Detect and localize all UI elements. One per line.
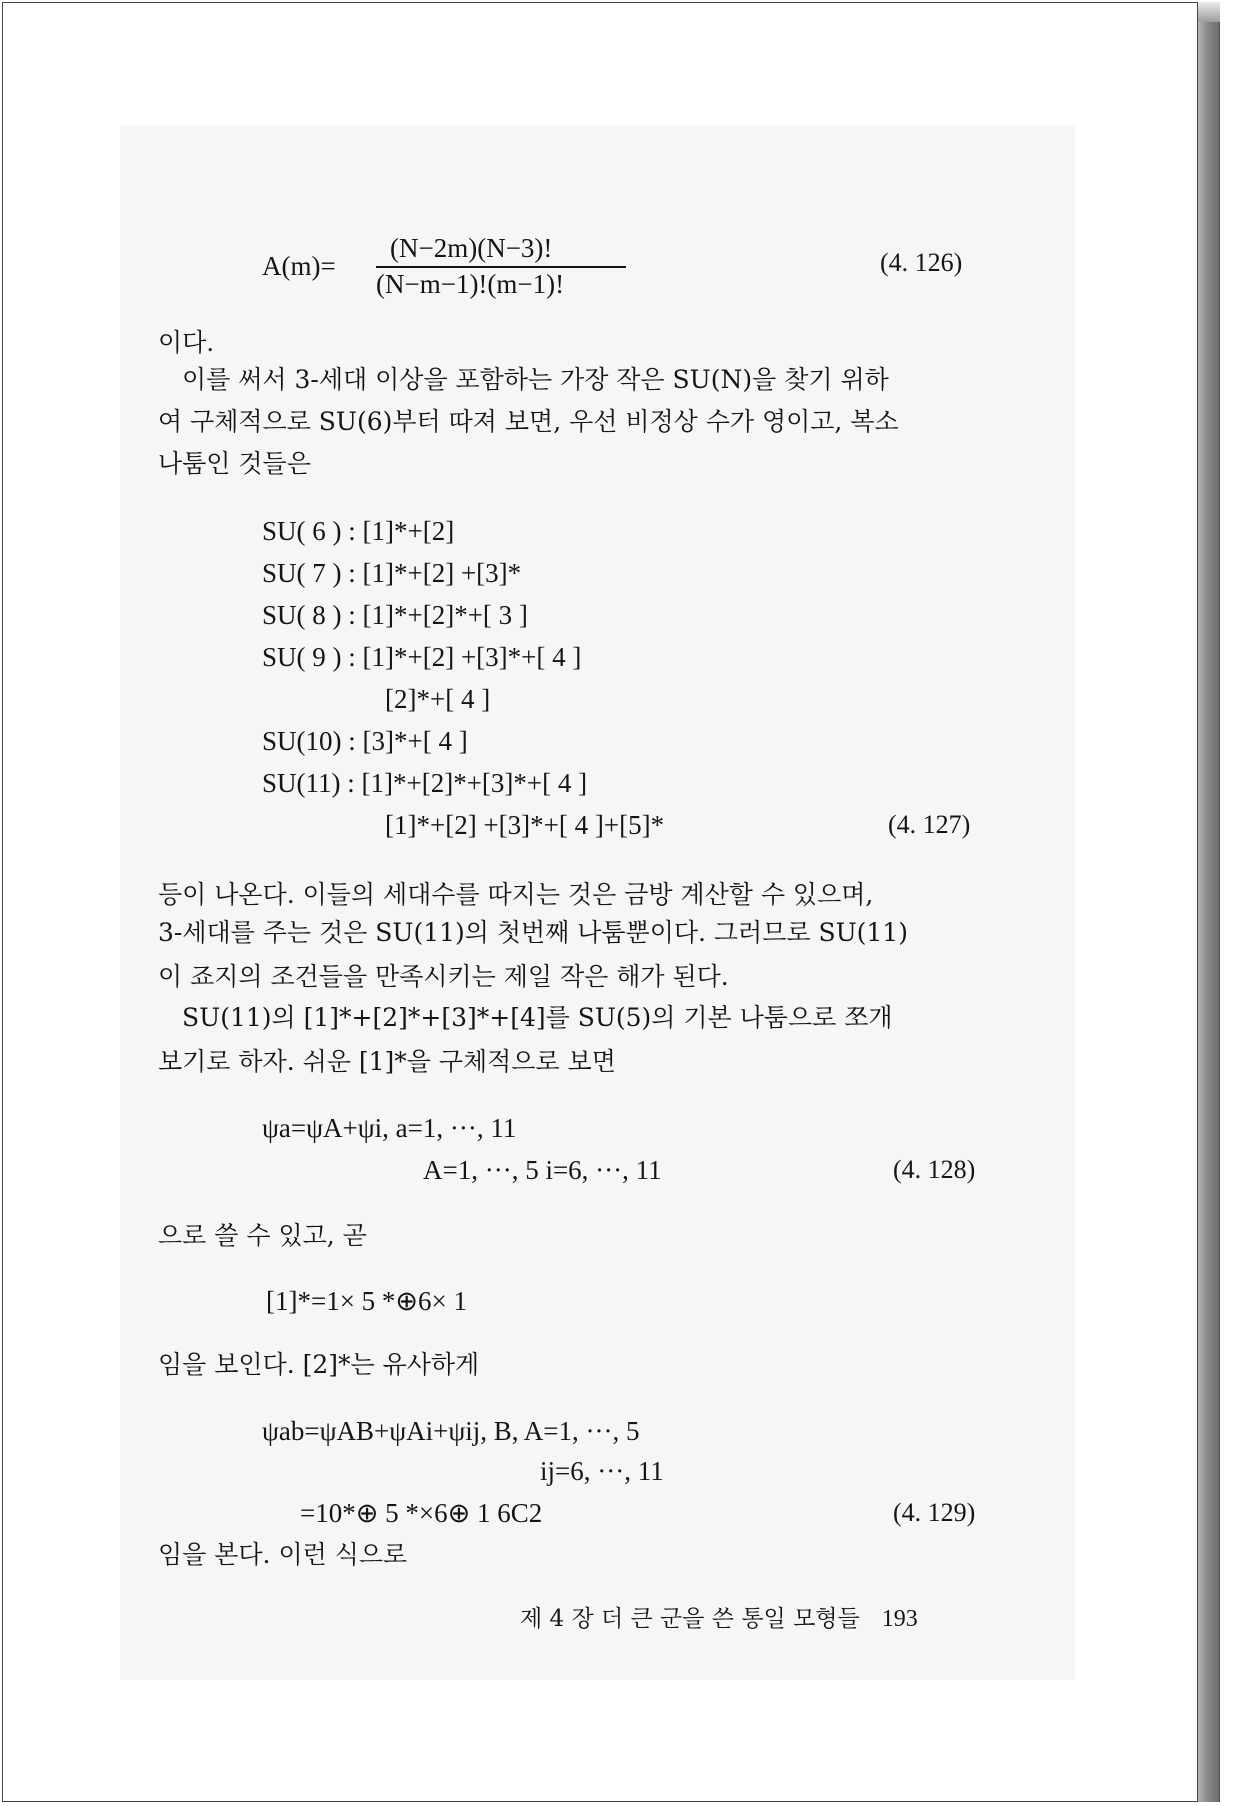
equation-row: SU( 7 ) : [1]*+[2] +[3]* [262,558,522,588]
paragraph-line: 임을 보인다. [2]*는 유사하게 [158,1350,480,1379]
fraction-numerator: (N−2m)(N−3)! [390,233,553,263]
chapter-title: 제 4 장 더 큰 군을 쓴 통일 모형들 [520,1606,860,1632]
paragraph-line: 이 죠지의 조건들을 만족시키는 제일 작은 해가 된다. [158,962,729,991]
paragraph-line: 보기로 하자. 쉬운 [1]*을 구체적으로 보면 [158,1047,616,1076]
equation-row: [2]*+[ 4 ] [385,684,491,714]
equation-line: ij=6, ···, 11 [540,1456,664,1486]
paragraph-line: 이를 써서 3-세대 이상을 포함하는 가장 작은 SU(N)을 찾기 위하 [182,365,889,394]
equation-line: [1]*=1× 5 *⊕6× 1 [266,1286,468,1316]
fraction-denominator: (N−m−1)!(m−1)! [376,269,565,299]
page-number: 193 [881,1606,918,1632]
paragraph-line: 등이 나온다. 이들의 세대수를 따지는 것은 금방 계산할 수 있으며, [158,880,874,909]
equation-number-4-129: (4. 129) [893,1498,976,1527]
equation-row: SU( 6 ) : [1]*+[2] [262,516,455,546]
page-edge-highlight [1198,2,1220,22]
equation-line: ψa=ψA+ψi, a=1, ···, 11 [262,1113,517,1143]
paragraph-line: 이다. [158,328,215,357]
paragraph-line: 여 구체적으로 SU(6)부터 따져 보면, 우선 비정상 수가 영이고, 복소 [158,407,899,436]
paragraph-line: 으로 쓸 수 있고, 곧 [158,1221,367,1250]
equation-row: SU(11) : [1]*+[2]*+[3]*+[ 4 ] [262,768,588,798]
equation-row: SU( 9 ) : [1]*+[2] +[3]*+[ 4 ] [262,642,582,672]
page-footer [520,1600,918,1633]
equation-number-4-127: (4. 127) [888,810,971,839]
equation-number-4-128: (4. 128) [893,1155,976,1184]
paragraph-line: 임을 본다. 이런 식으로 [158,1540,408,1569]
page-edge-shadow [1198,2,1220,1802]
equation-line: A=1, ···, 5 i=6, ···, 11 [423,1155,662,1185]
fraction-bar [376,266,626,268]
paragraph-line: 3-세대를 주는 것은 SU(11)의 첫번째 나툼뿐이다. 그러므로 SU(11) [158,918,908,947]
equation-lhs: A(m)= [262,251,336,281]
equation-line: ψab=ψAB+ψAi+ψij, B, A=1, ···, 5 [262,1416,640,1446]
equation-row: [1]*+[2] +[3]*+[ 4 ]+[5]* [385,810,665,840]
paragraph-line: 나툼인 것들은 [158,449,311,478]
equation-row: SU( 8 ) : [1]*+[2]*+[ 3 ] [262,600,528,630]
equation-line: =10*⊕ 5 *×6⊕ 1 6C2 [300,1498,543,1528]
equation-number-4-126: (4. 126) [880,248,963,277]
paragraph-line: SU(11)의 [1]*+[2]*+[3]*+[4]를 SU(5)의 기본 나툼으로 쪼개 [182,1003,893,1032]
equation-row: SU(10) : [3]*+[ 4 ] [262,726,468,756]
